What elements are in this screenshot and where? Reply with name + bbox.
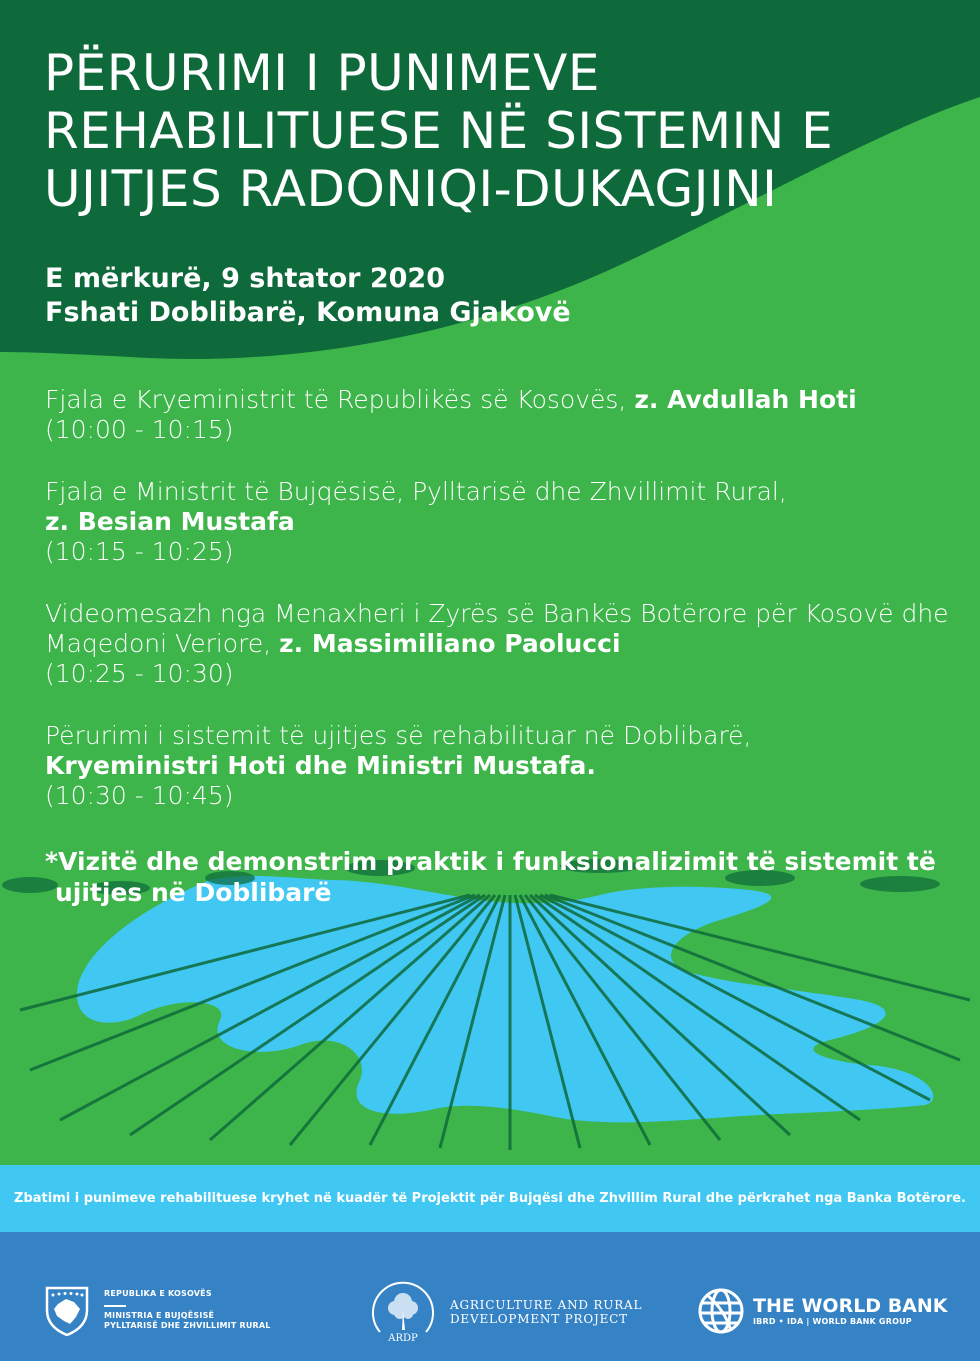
- program-item-time: (10:00 - 10:15): [45, 415, 234, 444]
- program-item-speaker: z. Avdullah Hoti: [634, 385, 857, 414]
- program-item-time: (10:25 - 10:30): [45, 659, 234, 688]
- program-item-text: Përurimi i sistemit të ujitjes së rehabilituar në Doblibarë,: [45, 721, 752, 750]
- program-item: [45, 477, 955, 567]
- kosovo-ministry-logo: [44, 1284, 271, 1336]
- kosovo-ministry-text: [104, 1289, 271, 1331]
- ardp-line-2: DEVELOPMENT PROJECT: [450, 1312, 628, 1326]
- program-item-speaker: z. Besian Mustafa: [45, 507, 295, 536]
- ardp-tree-icon: [368, 1280, 438, 1344]
- program-item-speaker: Kryeministri Hoti dhe Ministri Mustafa.: [45, 751, 596, 780]
- program-item-speaker: z. Massimiliano Paolucci: [279, 629, 621, 658]
- program-item-text: Videomesazh nga Menaxheri i Zyrës së Bankës Botërore për Kosovë dhe Maqedoni Veriore,: [45, 599, 949, 658]
- world-bank-logo: [697, 1287, 948, 1335]
- world-bank-title: THE WORLD BANK: [753, 1295, 948, 1317]
- event-location: Fshati Doblibarë, Komuna Gjakovë: [45, 297, 571, 328]
- program-item-text: Fjala e Ministrit të Bujqësisë, Pylltarisë dhe Zhvillimit Rural,: [45, 477, 787, 506]
- visit-note: [45, 846, 955, 908]
- program-item: [45, 385, 955, 445]
- program-item-text: Fjala e Kryeministrit të Republikës së Kosovës,: [45, 385, 635, 414]
- funding-band: [0, 1165, 980, 1232]
- ardp-text: [450, 1298, 642, 1326]
- program-item-time: (10:15 - 10:25): [45, 537, 234, 566]
- program-item: [45, 599, 955, 689]
- event-title: [44, 44, 964, 218]
- kosovo-republic-label: REPUBLIKA E KOSOVËS: [104, 1289, 212, 1298]
- title-line-3: UJITJES RADONIQI-DUKAGJINI: [44, 160, 778, 218]
- note-line-1: *Vizitë dhe demonstrim praktik i funksionalizimit të sistemit të: [45, 847, 936, 876]
- program-item-time: (10:30 - 10:45): [45, 781, 234, 810]
- ardp-line-1: AGRICULTURE AND RURAL: [450, 1298, 643, 1312]
- program-item: [45, 721, 955, 811]
- funding-text: Zbatimi i punimeve rehabilituese kryhet në kuadër të Projektit për Bujqësi dhe Zhvillim Rural dhe përkrahet nga Banka Botërore.: [14, 1191, 966, 1206]
- globe-icon: [697, 1287, 745, 1335]
- world-bank-text: [753, 1295, 948, 1327]
- ministry-label-line-2: PYLLTARISË DHE ZHVILLIMIT RURAL: [104, 1321, 271, 1330]
- title-line-1: PËRURIMI I PUNIMEVE: [44, 44, 600, 102]
- note-line-2: ujitjes në Doblibarë: [55, 878, 332, 907]
- svg-text:ARDP: ARDP: [388, 1333, 418, 1344]
- ardp-logo: [368, 1280, 642, 1344]
- event-date: E mërkurë, 9 shtator 2020: [45, 263, 445, 294]
- divider: [104, 1305, 126, 1307]
- kosovo-coat-of-arms-icon: [44, 1284, 90, 1336]
- world-bank-subtitle: IBRD • IDA | WORLD BANK GROUP: [753, 1317, 912, 1326]
- title-line-2: REHABILITUESE NË SISTEMIN E: [44, 102, 834, 160]
- ministry-label-line-1: MINISTRIA E BUJQËSISË: [104, 1311, 215, 1320]
- program-list: [45, 385, 955, 843]
- event-info: [45, 262, 571, 330]
